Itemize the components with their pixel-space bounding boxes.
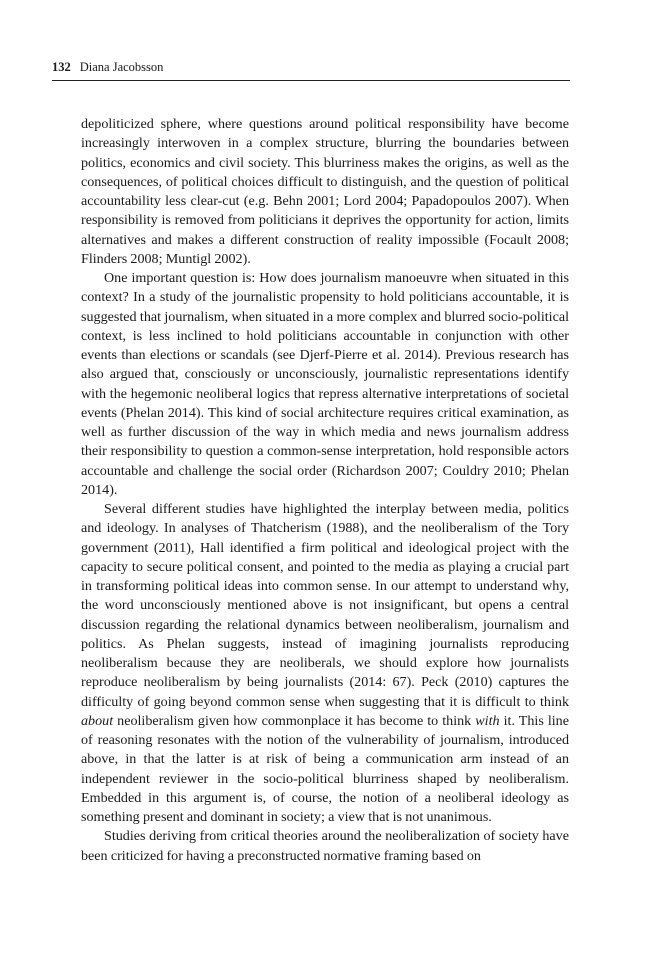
body-text (81, 115, 569, 866)
italic-text-segment: with (475, 712, 500, 729)
paragraph-2 (81, 269, 569, 500)
page-number: 132 (52, 60, 71, 74)
running-head (52, 59, 570, 81)
running-head-author: Diana Jacobsson (79, 60, 164, 74)
text-segment: One important question is: How does journalism manoeuvre when situated in this context? In a study of the journalistic propensity to hold politicians accountable, it is suggested that journalism, when situated in a more complex and blurred socio-political context, is less inclined to hold politicians accountable in conjunction with other events than elections or scandals (see Djerf-Pierre et al. 2014). Previous research has also argued that, consciously or unconsciously, journalistic representations identify with the hegemonic neoliberal logics that repress alternative interpretations of societal events (Phelan 2014). This kind of social architecture requires critical examination, as well as further discussion of the way in which media and news journalism address their responsibility to question a common-sense interpretation, hold responsible actors accountable and challenge the social order (Richardson 2007; Couldry 2010; Phelan 2014). (81, 270, 569, 498)
text-segment: it. This line of reasoning resonates with the notion of the vulnerability of journalism, introduced above, in that the latter is at risk of being a communication arm instead of an independent reviewer in the socio-political blurriness shaped by neoliberalism. Embedded in this argument is, of course, the notion of a neoliberal ideology as something present and dominant in society; a view that is not unanimous. (81, 712, 569, 825)
paragraph-1 (81, 115, 569, 269)
text-segment: neoliberalism given how commonplace it has become to think (113, 712, 476, 729)
italic-text-segment: about (81, 712, 114, 729)
text-segment: depoliticized sphere, where questions around political responsibility have become increasingly interwoven in a complex structure, blurring the boundaries between politics, economics and civil society. This blurriness makes the origins, as well as the consequences, of political choices difficult to distinguish, and the question of political accountability less clear-cut (e.g. Behn 2001; Lord 2004; Papadopoulos 2007). When responsibility is removed from politicians it deprives the opportunity for action, limits alternatives and makes a different construction of reality impossible (Focault 2008; Flinders 2008; Muntigl 2002). (81, 116, 569, 267)
paragraph-3 (81, 500, 569, 827)
paragraph-4 (81, 827, 569, 866)
text-segment: Several different studies have highlighted the interplay between media, politics and ideology. In analyses of Thatcherism (1988), and the neoliberalism of the Tory government (2011), Hall identified a firm political and ideological project with the capacity to secure political consent, and pointed to the media as playing a crucial part in transforming political ideas into common sense. In our attempt to understand why, the word unconsciously mentioned above is not insignificant, but opens a central discussion regarding the relational dynamics between neoliberalism, journalism and politics. As Phelan suggests, instead of imagining journalists reproducing neoliberalism because they are neoliberals, we should explore how journalists reproduce neoliberalism by being journalists (2014: 67). Peck (2010) captures the difficulty of going beyond common sense when suggesting that it is difficult to think (81, 501, 569, 710)
text-segment: Studies deriving from critical theories around the neoliberalization of society have been criticized for having a preconstructed normative framing based on (81, 828, 569, 864)
